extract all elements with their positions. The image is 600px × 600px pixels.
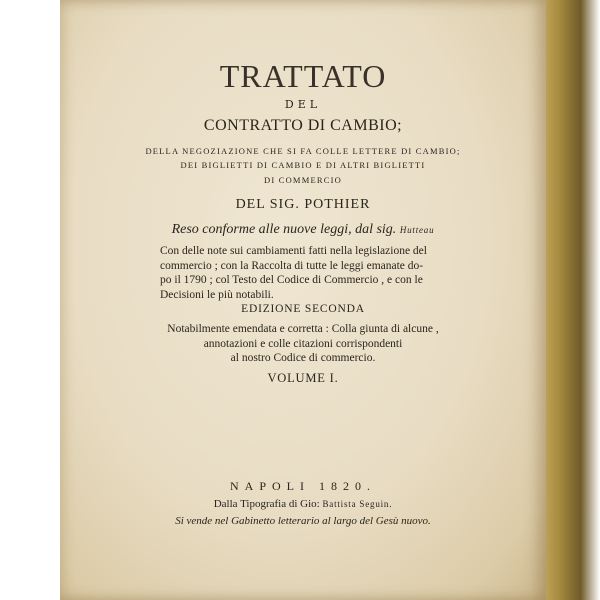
title-connector: DEL xyxy=(284,98,322,111)
imprint-printer-name: Battista Seguin. xyxy=(322,499,393,509)
subtitle-line-2: DEI BIGLIETTI DI CAMBIO E DI ALTRI BIGLIETTI xyxy=(180,160,426,170)
revision-line-1: Notabilmente emendata e corretta : Colla giunta di alcune , xyxy=(167,323,439,335)
editor-line xyxy=(60,222,546,238)
title-page xyxy=(60,0,546,600)
book-subject: CONTRATTO DI CAMBIO; xyxy=(203,117,403,134)
notes-line-3: po il 1790 ; col Testo del Codice di Commercio , e con le xyxy=(160,274,423,286)
imprint-place-year: NAPOLI 1820. xyxy=(230,479,376,493)
subtitle-line-1: DELLA NEGOZIAZIONE CHE SI FA COLLE LETTERE DI CAMBIO; xyxy=(145,146,461,156)
editor-name: Hutteau xyxy=(399,225,435,235)
imprint-printer-text: Dalla Tipografia di Gio: xyxy=(213,498,320,510)
notes-paragraph xyxy=(160,244,490,302)
editor-line-text: Reso conforme alle nuove leggi, dal sig. xyxy=(171,222,397,237)
book-title: TRATTATO xyxy=(219,58,387,94)
revision-line-3: al nostro Codice di commercio. xyxy=(230,352,376,364)
author-line: DEL SIG. POTHIER xyxy=(235,197,371,212)
notes-line-2: commercio ; con la Raccolta di tutte le leggi emanate do- xyxy=(160,259,424,272)
notes-line-4: Decisioni le più notabili. xyxy=(160,288,274,301)
notes-line-1: Con delle note sui cambiamenti fatti nella legislazione del xyxy=(160,245,427,257)
revision-line-2: annotazioni e colle citazioni corrispondenti xyxy=(203,337,403,350)
revision-paragraph xyxy=(60,322,546,366)
subtitle-line-3: DI COMMERCIO xyxy=(264,175,342,185)
edition-line: EDIZIONE SECONDA xyxy=(241,303,365,315)
volume-line: VOLUME I. xyxy=(267,371,339,385)
imprint-seller: Si vende nel Gabinetto letterario al largo del Gesù nuovo. xyxy=(175,515,431,527)
imprint-printer xyxy=(60,498,546,510)
